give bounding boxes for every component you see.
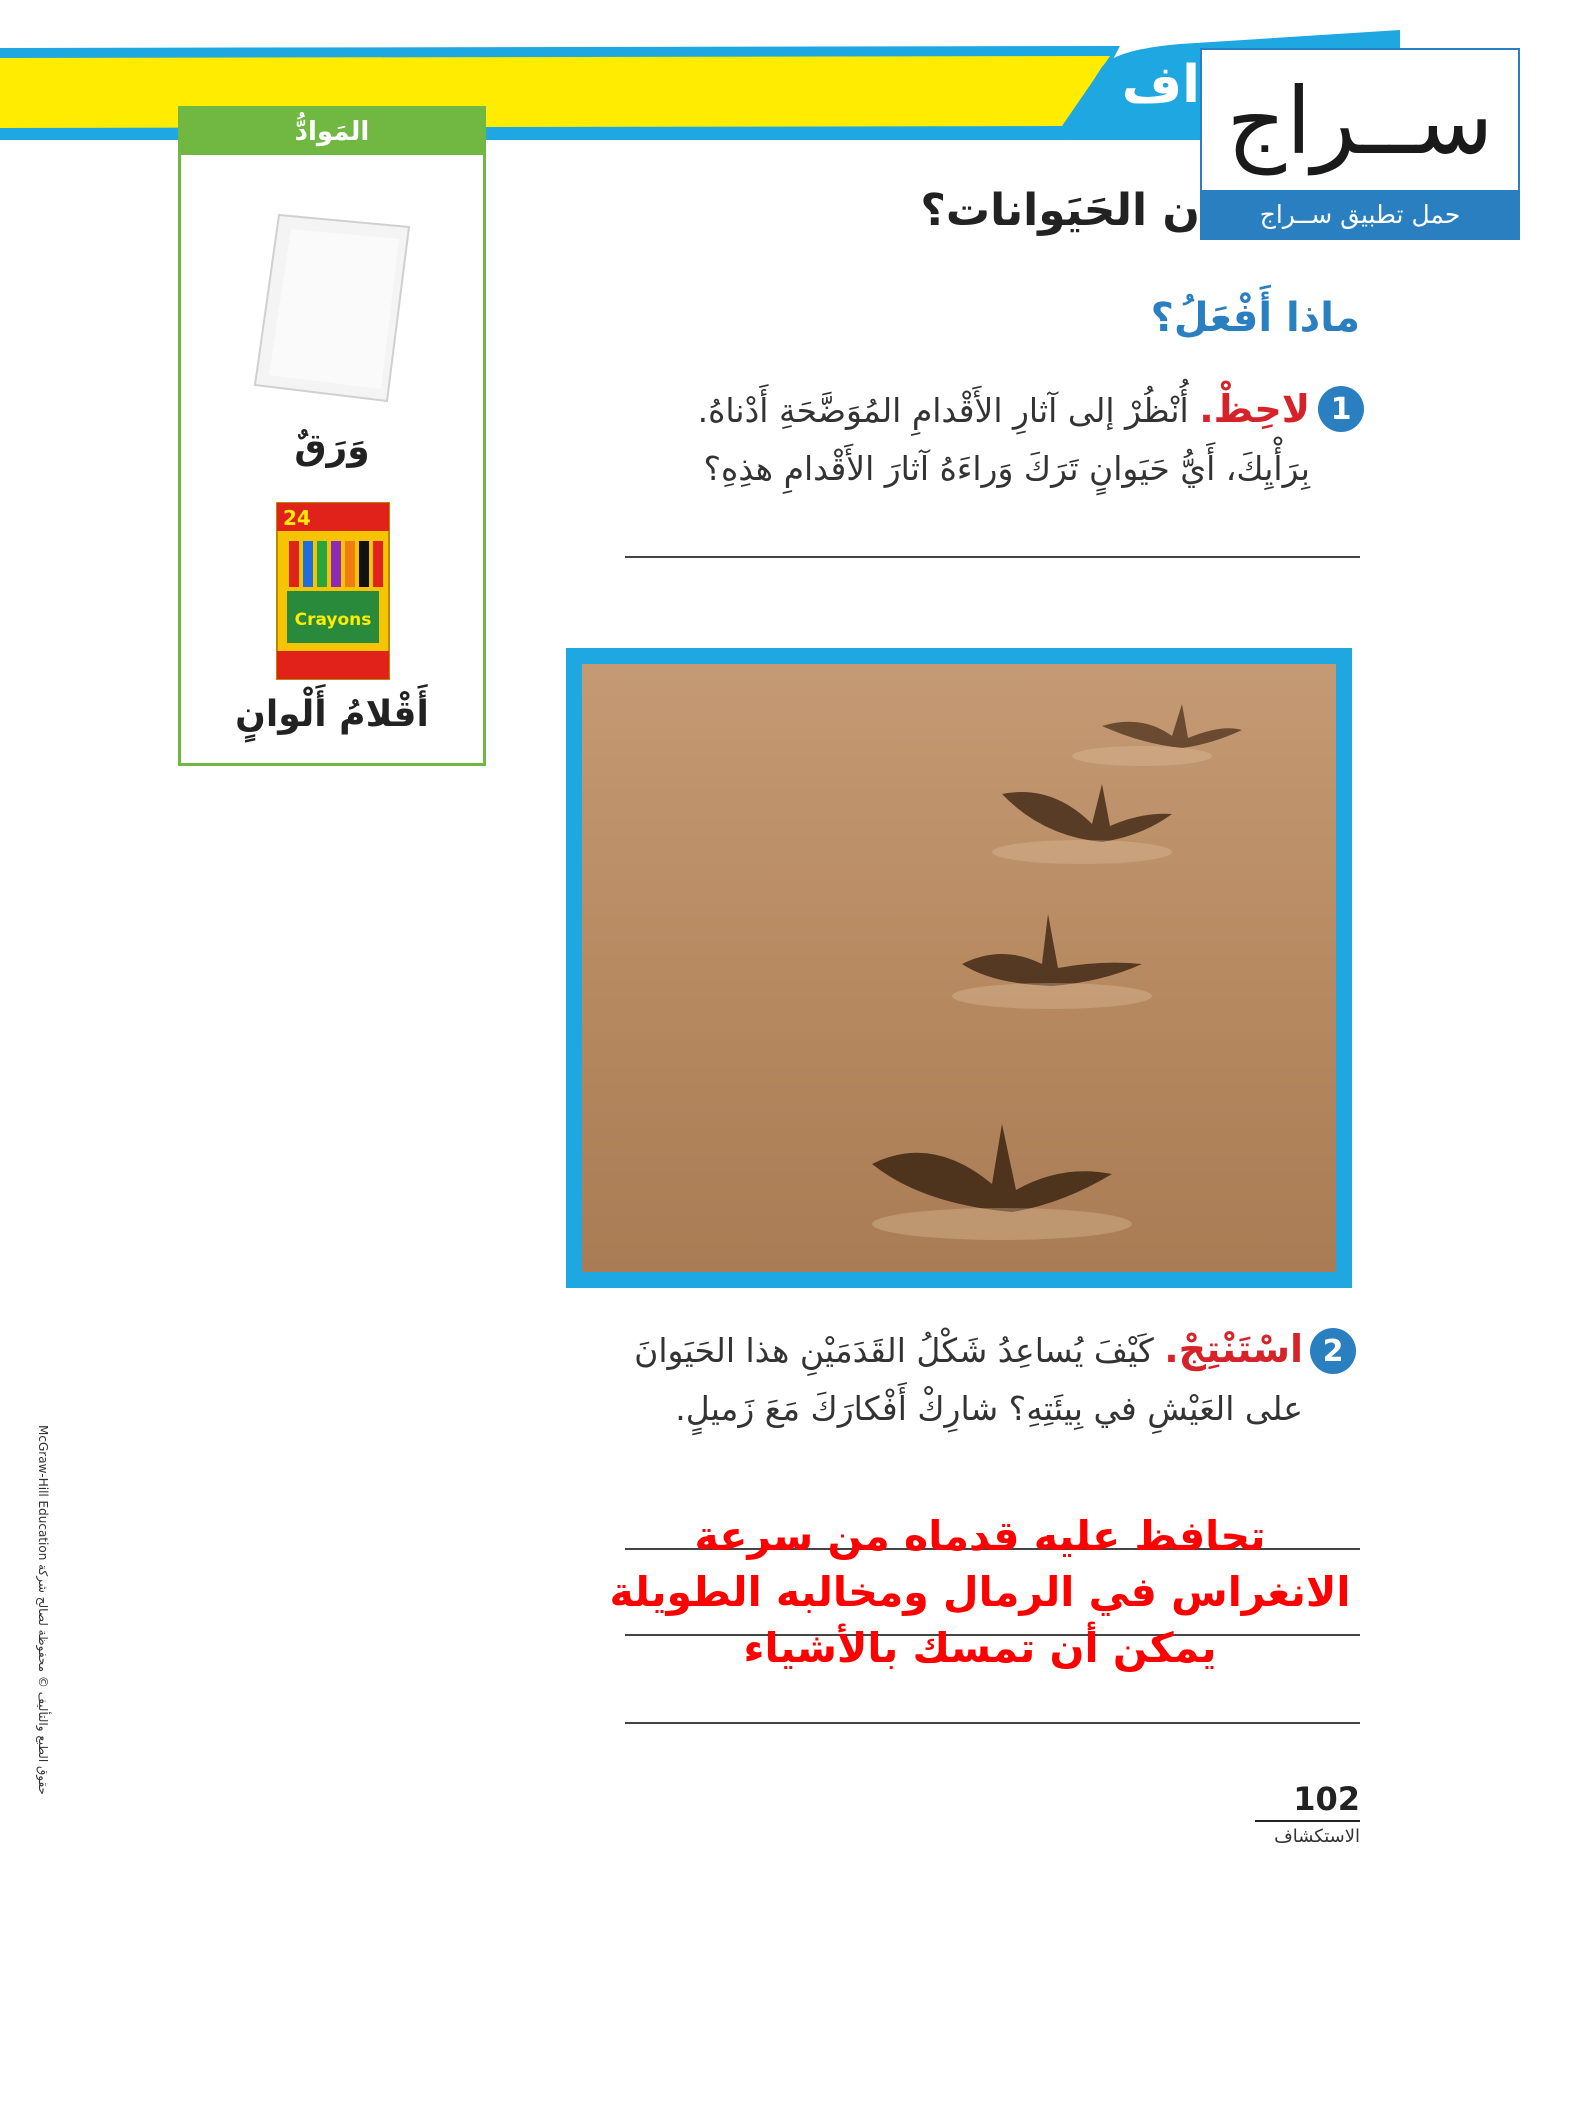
crayon-brand: Crayons bbox=[294, 610, 372, 630]
logo-brand: ســراج bbox=[1226, 67, 1494, 175]
step-2-body: كَيْفَ يُساعِدُ شَكْلُ القَدَمَيْنِ هذا الحَيَوانَ على العَيْشِ في بِيئَتِهِ؟ شارِكْ أَفْكارَكَ مَعَ زَميلٍ. bbox=[634, 1331, 1303, 1428]
step-2-verb: اسْتَنْتِجْ. bbox=[1164, 1327, 1303, 1371]
step-1-body: أُنْظُرْ إلى آثارِ الأَقْدامِ المُوَضَّحَةِ أَدْناهُ. بِرَأْيِكَ، أَيُّ حَيَوانٍ تَرَكَ وَراءَهُ آثارَ الأَقْدامِ هذِهِ؟ bbox=[697, 391, 1310, 488]
step-1-verb: لاحِظْ. bbox=[1199, 387, 1310, 431]
paper-sheet-icon bbox=[251, 213, 411, 403]
what-to-do-heading: ماذا أَفْعَلُ؟ bbox=[1150, 295, 1360, 341]
materials-box bbox=[178, 106, 486, 766]
page-number: 102 bbox=[1293, 1780, 1360, 1818]
answer-text: تحافظ عليه قدماه من سرعة الانغراس في الرمال ومخالبه الطويلة يمكن أن تمسك بالأشياء bbox=[609, 1512, 1351, 1672]
crayon-box-icon bbox=[273, 501, 393, 681]
lesson-title: ن الحَيَوانات؟ bbox=[920, 185, 1200, 236]
crayon-count: 24 bbox=[283, 506, 311, 530]
step-number-badge: 2 bbox=[1310, 1328, 1356, 1374]
step-2-text bbox=[598, 1320, 1303, 1510]
footprints-photo-frame bbox=[566, 648, 1352, 1288]
side-copyright-credit: McGraw-Hill Education حقوق الطبع والتأليف © محفوظة لصالح شركة bbox=[36, 1425, 50, 1795]
material-label-paper: وَرَقٌ bbox=[294, 427, 370, 468]
material-label-crayons: أَقْلامُ أَلْوانٍ bbox=[235, 694, 429, 735]
answer-line bbox=[625, 1722, 1360, 1724]
siraj-logo[interactable] bbox=[1200, 48, 1520, 240]
materials-title: المَوادُّ bbox=[294, 117, 370, 147]
answer-line bbox=[625, 556, 1360, 558]
page-section-label: الاستكشاف bbox=[1274, 1826, 1360, 1847]
page-number-rule bbox=[1255, 1820, 1360, 1822]
header-tab-text: اف bbox=[1121, 55, 1200, 115]
footprints-in-sand-image bbox=[582, 664, 1336, 1272]
step-1-text bbox=[620, 380, 1310, 510]
step-number-badge: 1 bbox=[1318, 386, 1364, 432]
logo-tagline: حمل تطبيق ســراج bbox=[1202, 190, 1518, 238]
